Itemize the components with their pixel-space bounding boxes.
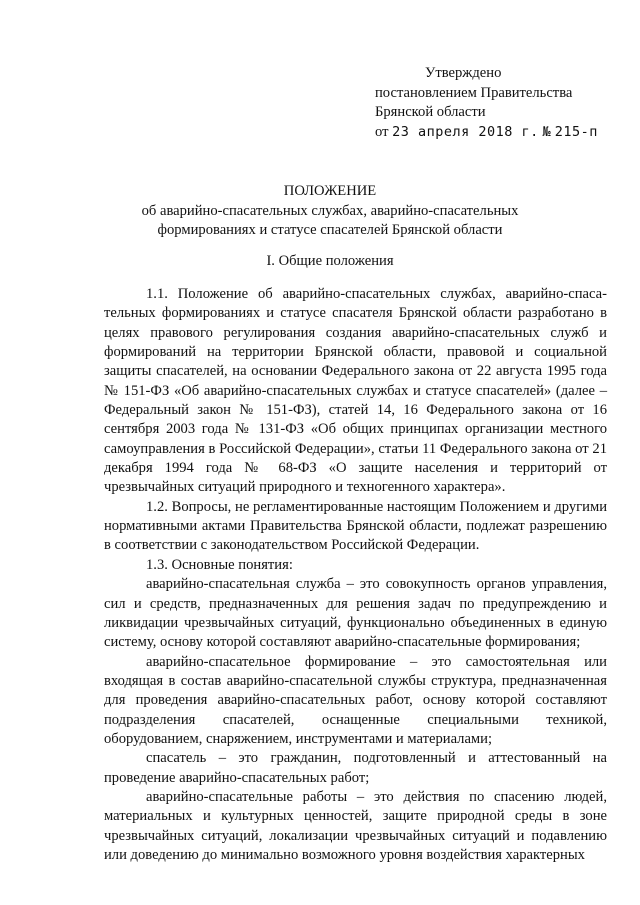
definition-rescue-works: аварийно-спасательные работы – это действия по спасению людей, материальных и культурных ценностей, защите природной среды в зоне чрезвычайных ситуаций, локализации чрезвычайных ситуаций и подавлению или доведению до минимально возможного уровня воздействия характерных <box>104 788 607 863</box>
definition-rescue-formation: аварийно-спасательное формирование – это самостоятельная или входящая в состав аварийно-спасательной службы структура, предназначенная для проведения аварийно-спасательных работ, основу которой составляют подразделения спасателей, оснащенные специальными техникой, оборудованием, снаряжением, инструментами и материалами; <box>104 653 607 747</box>
paragraph-1-1: 1.1. Положение об аварийно-спасательных службах, аварийно-спасательных формированиях и статусе спасателя Брянской области разработано в целях правового регулирования создания аварийно-спасательных служб и формирований на территории Брянской области, правовой и социальной защиты спасателей, на основании Федерального закона от 22 августа 1995 года № 151-ФЗ «Об аварийно-спасательных службах и статусе спасателей» (далее – Федеральный закон № 151-ФЗ), статей 14, 16 Федерального закона от 16 сентября 2003 года № 131-ФЗ «Об общих принципах организации местного самоуправления в Российской Федерации», статьи 11 Федерального закона от 21 декабря 1994 года № 68-ФЗ «О защите населения и территорий от чрезвычайных ситуаций природного и техногенного характера». <box>104 286 607 496</box>
number-sign: № <box>542 123 552 140</box>
title-subtitle-line-1: об аварийно-спасательных службах, аварийно-спасательных <box>141 202 519 219</box>
approval-stamp <box>375 64 615 142</box>
document-title <box>100 182 560 241</box>
document-body <box>104 285 607 865</box>
handwritten-date: 23 апреля 2018 г. <box>392 123 539 140</box>
title-main: ПОЛОЖЕНИЕ <box>283 183 377 199</box>
definition-rescuer: спасатель – это гражданин, подготовленный и аттестованный на проведение аварийно-спасательных работ; <box>104 750 607 786</box>
approval-line-resolution: постановлением Правительства <box>375 84 573 101</box>
date-prefix: от <box>375 123 389 140</box>
paragraph-1-3: 1.3. Основные понятия: <box>146 556 293 573</box>
paragraph-1-2: 1.2. Вопросы, не регламентированные настоящим Положением и другими нормативными актами Правительства Брянской области, подлежат разрешению в соответствии с законодательством Российской Федерации. <box>104 498 607 554</box>
title-subtitle-line-2: формированиях и статусе спасателей Брянской области <box>157 222 503 238</box>
approval-line-approved: Утверждено <box>425 65 502 81</box>
approval-line-region: Брянской области <box>375 104 486 120</box>
approval-date-line <box>375 123 615 143</box>
handwritten-number: 215-п <box>554 123 598 140</box>
definition-rescue-service: аварийно-спасательная служба – это совокупность органов управления, сил и средств, предназначенных для решения задач по предупреждению и ликвидации чрезвычайных ситуаций, функционально объединенных в единую систему, основу которой составляют аварийно-спасательные формирования; <box>104 576 607 651</box>
section-heading: I. Общие положения <box>266 253 394 269</box>
